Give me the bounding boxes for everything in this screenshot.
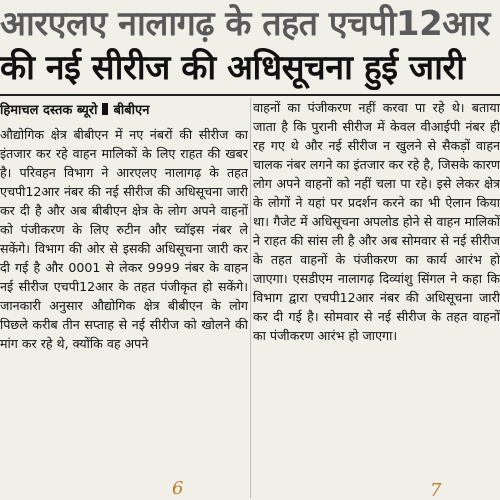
article-text-right: वाहनों का पंजीकरण नहीं करवा पा रहे थे। बताया जाता है कि पुरानी सीरीज में केवल वीआईपी नंबर ही रह गए थे और नई सीरीज न खुलने से सैकड़ों वाहन चालक नंबर लगने का इंतजार कर रहे है, जिसके कारण लोग अपने वाहनों को नहीं चला पा रहे। इसे लेकर क्षेत्र के लोगों ने यहां पर प्रदर्शन करने का भी ऐलान किया था। गैजेट में अधिसूचना अपलोड होने से वाहन मालिकों ने राहत की सांस ली है और अब सोमवार से नई सीरीज के तहत वाहनों के पंजीकरण का कार्य आरंभ हो जाएगा। एसडीएम नालागढ़ दिव्यांशु सिंगल ने कहा कि विभाग द्वारा एचपी12आर नंबर की अधिसूचना जारी कर दी गई है। सोमवार से नई सीरीज के तहत वाहनों का पंजीकरण आरंभ हो जाएगा। [253, 100, 500, 343]
article-column-left [0, 125, 248, 497]
byline [0, 101, 248, 121]
byline-bureau: हिमाचल दस्तक ब्यूरो [0, 103, 98, 118]
article-text-left: औद्योगिक क्षेत्र बीबीएन में नए नंबरों की सीरीज का इंतजार कर रहे वाहन मालिकों के लिए राहत की खबर है। परिवहन विभाग ने आरएलए नालागढ़ के तहत एचपी12आर नंबर की नई सीरीज की अधिसूचना जारी कर दी है और अब बीबीएन क्षेत्र के लोग अपने वाहनों को पंजीकरण के लिए रुटीन और च्वॉइस नंबर ले सकेंगे। विभाग की ओर से इसकी अधिसूचना जारी कर दी गई है और 0001 से लेकर 9999 नंबर के वाहन नई सीरीज एचपी12आर के तहत पंजीकृत हो सकेंगे। जानकारी अनुसार औद्योगिक क्षेत्र बीबीएन के लोग पिछले करीब तीन सप्ताह से नई सीरीज को खोलने की मांग कर रहे थे, क्योंकि वह अपने [0, 127, 248, 351]
headline [0, 2, 500, 90]
article-column-right [253, 98, 500, 498]
byline-place: बीबीएन [113, 103, 150, 118]
headline-line-2: की नई सीरीज की अधिसूचना हुई जारी [0, 48, 465, 88]
headline-rule [0, 94, 500, 96]
handwritten-mark-2: 7 [430, 480, 442, 500]
byline-separator [102, 103, 108, 115]
headline-line-1: आरएलए नालागढ़ के तहत एचपी12आर [0, 4, 490, 44]
handwritten-mark-1: 6 [172, 478, 184, 499]
column-divider [250, 98, 251, 498]
